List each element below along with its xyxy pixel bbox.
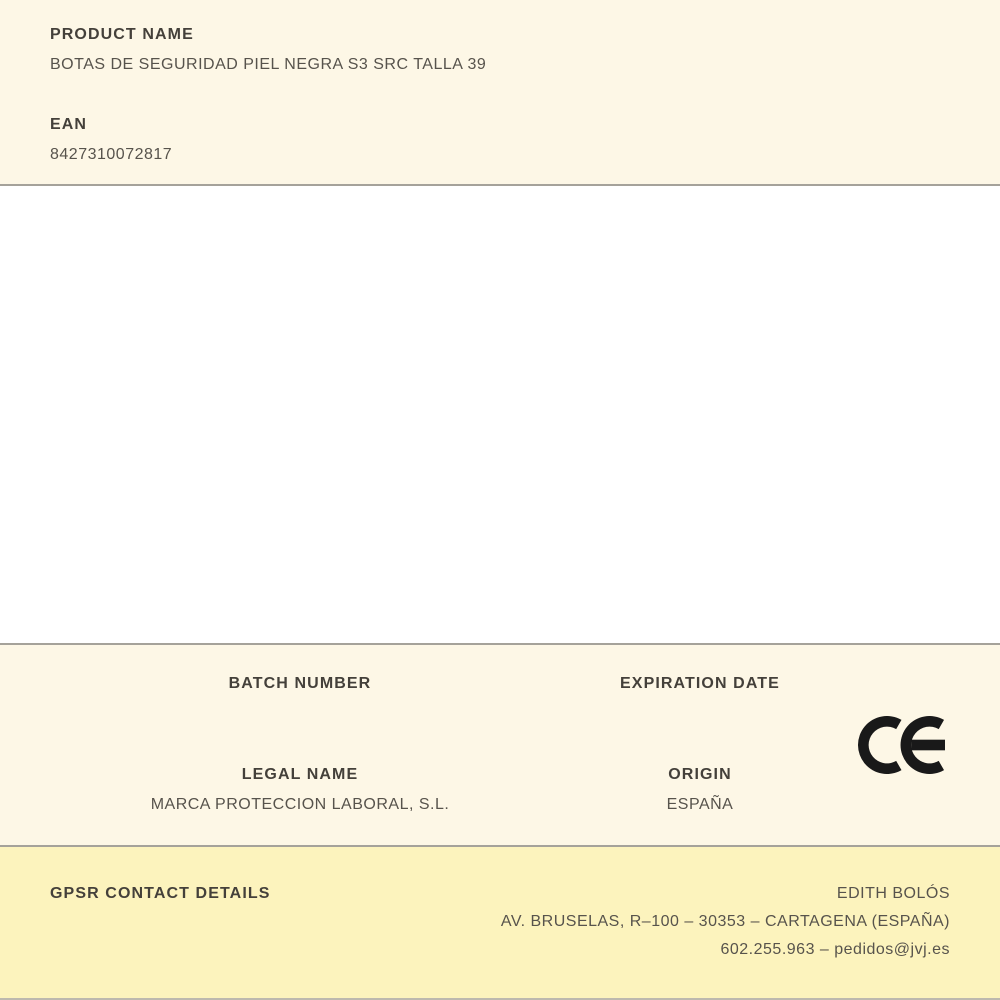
gpsr-contact-name: EDITH BOLÓS bbox=[836, 885, 950, 902]
batch-number-cell bbox=[100, 675, 500, 723]
product-name-label: PRODUCT NAME bbox=[50, 26, 194, 43]
expiration-date-value bbox=[500, 704, 900, 723]
info-grid bbox=[100, 675, 900, 814]
legal-name-cell bbox=[100, 766, 500, 814]
gpsr-heading: GPSR CONTACT DETAILS bbox=[50, 885, 271, 902]
gpsr-contact-address: AV. BRUSELAS, R–100 – 30353 – CARTAGENA (ESPAÑA) bbox=[500, 913, 950, 930]
ce-mark-icon bbox=[858, 716, 945, 774]
product-name-value: BOTAS DE SEGURIDAD PIEL NEGRA S3 SRC TALLA 39 bbox=[50, 56, 487, 73]
gpsr-contact-block bbox=[501, 880, 950, 964]
origin-value: ESPAÑA bbox=[666, 796, 734, 813]
gpsr-contact-phone-email: 602.255.963 – pedidos@jvj.es bbox=[720, 941, 950, 958]
gpsr-section bbox=[0, 847, 1000, 1000]
legal-name-value: MARCA PROTECCION LABORAL, S.L. bbox=[150, 796, 450, 813]
batch-number-value bbox=[100, 704, 500, 723]
legal-name-label: LEGAL NAME bbox=[241, 766, 359, 783]
expiration-date-label: EXPIRATION DATE bbox=[620, 675, 780, 692]
ean-value: 8427310072817 bbox=[50, 146, 173, 163]
expiration-date-cell bbox=[500, 675, 900, 723]
product-section bbox=[0, 0, 1000, 186]
batch-number-label: BATCH NUMBER bbox=[228, 675, 372, 692]
origin-cell bbox=[500, 766, 900, 814]
product-name-field bbox=[50, 26, 950, 74]
ean-field bbox=[50, 116, 950, 164]
blank-area bbox=[0, 186, 1000, 645]
info-section bbox=[0, 645, 1000, 847]
origin-label: ORIGIN bbox=[668, 766, 732, 783]
ean-label: EAN bbox=[50, 116, 88, 133]
